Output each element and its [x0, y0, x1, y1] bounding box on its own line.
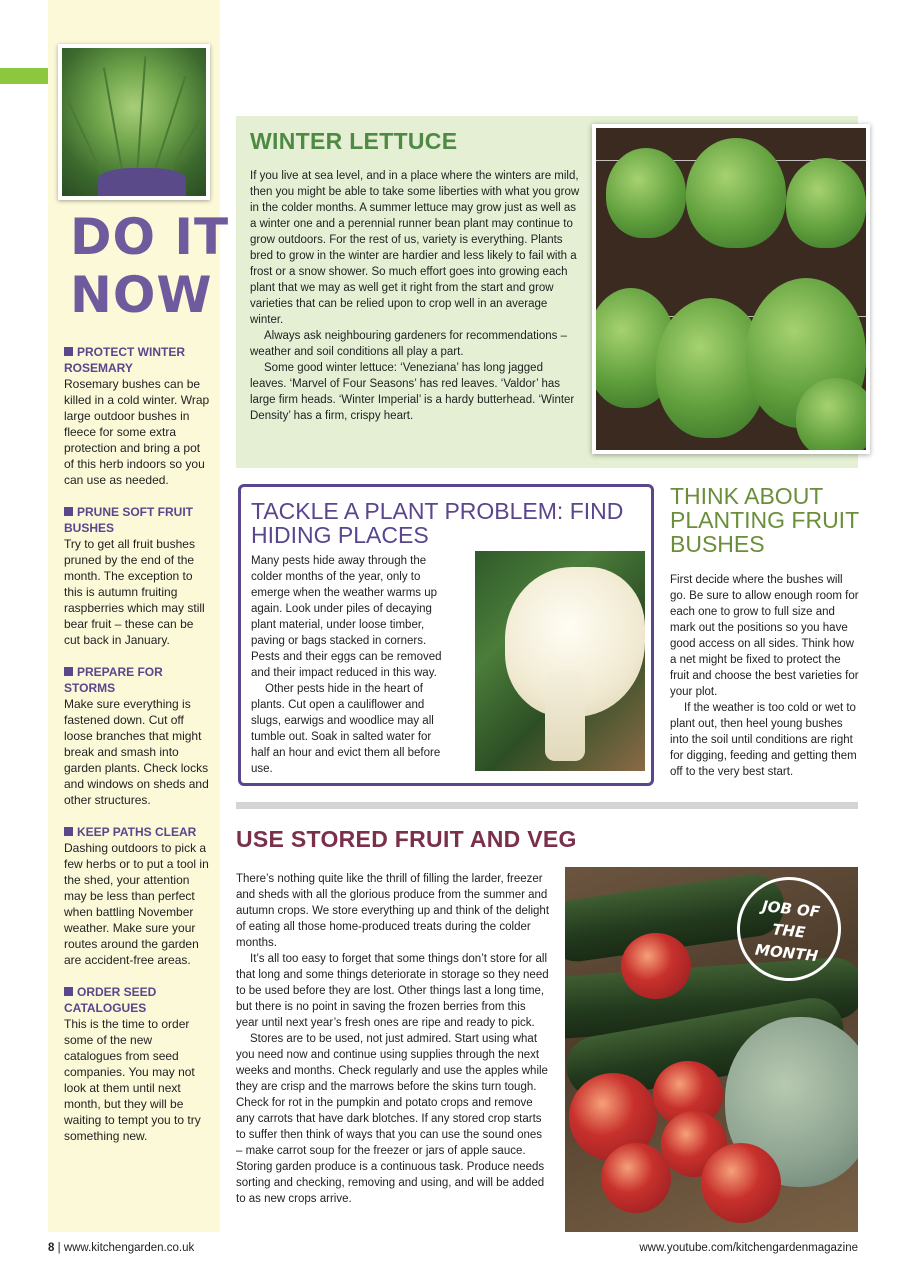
rosemary-photo	[58, 44, 210, 200]
tip-heading: PREPARE FOR STORMS	[64, 664, 210, 696]
section-divider	[236, 802, 858, 809]
fruit-bushes-title: THINK ABOUT PLANTING FRUIT BUSHES	[670, 483, 859, 557]
stored-fruit-title: USE STORED FRUIT AND VEG	[236, 826, 577, 852]
paragraph: Some good winter lettuce: ‘Veneziana’ has long jagged leaves. ‘Marvel of Four Seasons’ has red leaves. ‘Valdor’ has large firm heads. ‘Winter Imperial’ is a hardy butterhead. ‘Winter Density’ has a firm, crispy heart.	[250, 362, 575, 422]
tip-heading: KEEP PATHS CLEAR	[64, 824, 210, 840]
tip-item	[64, 984, 210, 1144]
stored-veg-photo	[565, 867, 858, 1232]
tip-heading: ORDER SEED CATALOGUES	[64, 984, 210, 1016]
tip-body: Try to get all fruit bushes pruned by the end of the month. The exception to this is autumn fruiting raspberries which may still bear fruit – these can be cut back in January.	[64, 537, 205, 647]
tip-heading: PROTECT WINTER ROSEMARY	[64, 344, 210, 376]
paragraph: Stores are to be used, not just admired. Start using what you need now and continue using supplies through the next weeks and months. Check regularly and use the apples while they are crisp and the marrows before the skins turn tough. Check for rot in the pumpkin and potato crops and remove any carrots that have dark blotches. If any stored crop starts to suffer then think of ways that you can use the sound ones – make carrot soup for the freezer or jars of apple sauce. Storing garden produce is a continuous task. Produce needs sorting and checking, removing and using, and will be added to as new crops arrive.	[236, 1033, 548, 1205]
tip-body: Make sure everything is fastened down. Cut off loose branches that might break and smash into garden plants. Check locks and windows on sheds and other structures.	[64, 697, 209, 807]
winter-lettuce-body	[250, 168, 580, 424]
page-number: 8	[48, 1242, 55, 1254]
fruit-bushes-body	[670, 572, 860, 780]
paragraph: It’s all too easy to forget that some things don’t store for all that long and some things deteriorate in storage so they need to be used before they are lost. Other things last a long time, but there is no point in saving the frozen berries from this year until next year’s fresh ones are ripe and ready to pick.	[236, 953, 549, 1029]
tip-item	[64, 344, 210, 488]
lettuce-photo	[592, 124, 870, 454]
tip-body: Dashing outdoors to pick a few herbs or to put a tool in the shed, your attention may be less than perfect when battling November weather. Make sure your routes around the garden are accident-free areas.	[64, 841, 209, 967]
paragraph: First decide where the bushes will go. Be sure to allow enough room for each one to grow to full size and mark out the positions so you have good access on all sides. Think how a net might be fixed to protect the fruit and choose the best varieties for your plot.	[670, 574, 859, 698]
footer-separator: |	[57, 1242, 61, 1254]
job-of-the-month-badge: JOB OF THE MONTH	[732, 872, 846, 986]
youtube-link[interactable]: www.youtube.com/kitchengardenmagazine	[639, 1242, 858, 1254]
paragraph: There’s nothing quite like the thrill of filling the larder, freezer and sheds with all the glorious produce from the summer and autumn crops. We store everything up and think of the delight of eating all those home-produced treats during the colder months.	[236, 873, 550, 949]
tip-item	[64, 824, 210, 968]
tip-item	[64, 504, 210, 648]
plant-problem-body	[251, 553, 447, 777]
winter-lettuce-title: WINTER LETTUCE	[250, 128, 458, 154]
tip-item	[64, 664, 210, 808]
paragraph: Always ask neighbouring gardeners for recommendations – weather and soil conditions all play a part.	[250, 330, 567, 358]
paragraph: Other pests hide in the heart of plants. Cut open a cauliflower and slugs, earwigs and woodlice may all tumble out. Soak in salted water for half an hour and evict them all before use.	[251, 683, 441, 775]
tips-list	[64, 344, 210, 1160]
website-link[interactable]: www.kitchengarden.co.uk	[63, 1242, 195, 1254]
paragraph: If you live at sea level, and in a place where the winters are mild, then you might be able to take some liberties with what you grow in the colder months. A summer lettuce may grow just as well as a winter one and a perennial runner bean plant may continue to grow outdoors. For the rest of us, variety is everything. Plants bred to grow in the winter are hardier and less likely to fail with a frost or a snow shower. So much effort goes into growing each plant that we may as well get it right from the start and grow varieties that can be relied upon to crop well in an average winter.	[250, 170, 580, 326]
tip-body: Rosemary bushes can be killed in a cold winter. Wrap large outdoor bushes in fleece for some extra protection and bring a pot of this herb indoors so you can use as needed.	[64, 377, 210, 487]
do-it-now-title: DO IT NOW	[70, 208, 230, 324]
plant-problem-title: TACKLE A PLANT PROBLEM: FIND HIDING PLACES	[251, 498, 624, 548]
paragraph: Many pests hide away through the colder months of the year, only to emerge when the weather warms up again. Look under piles of decaying plant material, under loose timber, paving or bags stacked in corners. Pests and their eggs can be removed and their impact reduced in this way.	[251, 555, 442, 679]
tip-body: This is the time to order some of the new catalogues from seed companies. You may not look at them until next month, but they will be waiting to tempt you to try something new.	[64, 1017, 201, 1143]
page-edge-tab	[0, 68, 48, 84]
stored-fruit-body	[236, 871, 550, 1207]
fruit-bushes-section	[670, 484, 860, 780]
footer-left	[48, 1242, 194, 1254]
plant-problem-section	[238, 484, 654, 786]
tip-heading: PRUNE SOFT FRUIT BUSHES	[64, 504, 210, 536]
paragraph: If the weather is too cold or wet to plant out, then heel young bushes into the soil until conditions are right for digging, feeding and getting them off to the very best start.	[670, 702, 857, 778]
cauliflower-photo	[475, 551, 645, 771]
